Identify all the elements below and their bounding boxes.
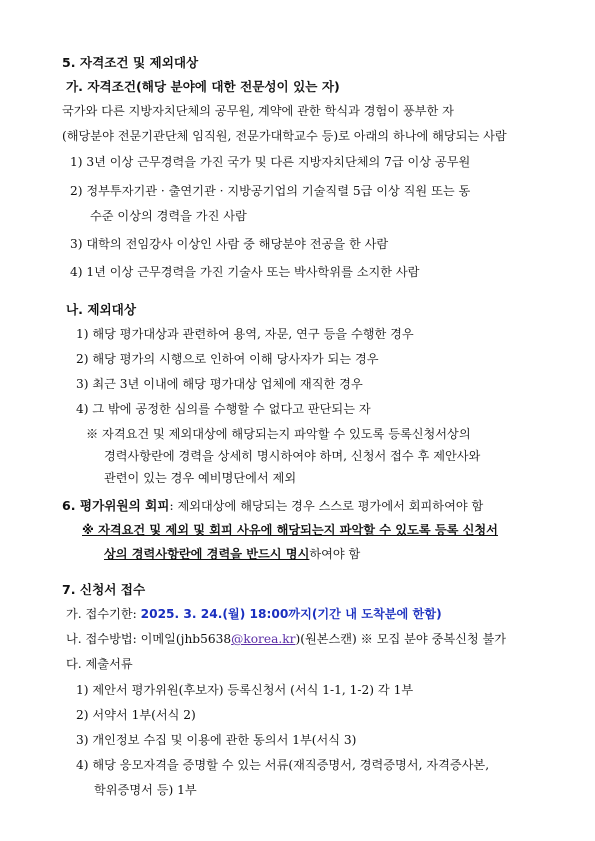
section-6-note-tail: 하여야 함: [309, 547, 361, 561]
document-item-continued: 학위증명서 등) 1부: [94, 783, 197, 797]
submission-method-label: 나. 접수방법: 이메일(jhb5638: [66, 632, 232, 646]
qualification-item: 1) 3년 이상 근무경력을 가진 국가 및 다른 지방자치단체의 7급 이상 공무원: [70, 155, 471, 169]
exclusion-note-line-3: 관련이 있는 경우 예비명단에서 제외: [104, 471, 297, 485]
document-item: 3) 개인정보 수집 및 이용에 관한 동의서 1부(서식 3): [76, 733, 357, 747]
document-item: 2) 서약서 1부(서식 2): [76, 708, 196, 722]
qualification-item: 4) 1년 이상 근무경력을 가진 기술사 또는 박사학위를 소지한 사람: [70, 265, 420, 279]
exclusion-note-line-1: ※ 자격요건 및 제외대상에 해당되는지 파악할 수 있도록 등록신청서상의: [86, 427, 471, 441]
qualification-item: 2) 정부투자기관 · 출연기관 · 지방공기업의 기술직렬 5급 이상 직원 또는 동: [70, 184, 471, 198]
qualification-item: 3) 대학의 전임강사 이상인 사람 중 해당분야 전공을 한 사람: [70, 237, 389, 251]
subsection-ga-title: 가. 자격조건(해당 분야에 대한 전문성이 있는 자): [66, 79, 340, 94]
deadline-label: 가. 접수기한:: [66, 607, 141, 621]
qualification-item-continued: 수준 이상의 경력을 가진 사람: [90, 209, 247, 223]
deadline-value: 2025. 3. 24.(월) 18:00까지(기간 내 도착분에 한함): [140, 607, 442, 621]
section-6-note-emphasis: 상의 경력사항란에 경력을 반드시 명시: [104, 547, 310, 561]
deadline-line: [66, 606, 442, 622]
exclusion-item: 1) 해당 평가대상과 관련하여 용역, 자문, 연구 등을 수행한 경우: [76, 327, 414, 341]
section-6-text: : 제외대상에 해당되는 경우 스스로 평가에서 회피하여야 함: [169, 499, 484, 513]
section-6-title: 6. 평가위원의 회피: [62, 498, 170, 513]
section-6-note-line-2: [104, 546, 360, 562]
document-item: 4) 해당 응모자격을 증명할 수 있는 서류(재직증명서, 경력증명서, 자격증사본,: [76, 758, 490, 772]
qualification-paragraph-line-2: (해당분야 전문기관단체 임직원, 전문가대학교수 등)로 아래의 하나에 해당되는 사람: [62, 129, 507, 143]
qualification-paragraph-line-1: 국가와 다른 지방자치단체의 공무원, 계약에 관한 학식과 경험이 풍부한 자: [62, 104, 454, 118]
documents-title: 다. 제출서류: [66, 657, 133, 671]
exclusion-item: 2) 해당 평가의 시행으로 인하여 이해 당사자가 되는 경우: [76, 352, 379, 366]
submission-method-rest: )(원본스캔) ※ 모집 분야 중복신청 불가: [295, 632, 507, 646]
document-item: 1) 제안서 평가위원(후보자) 등록신청서 (서식 1-1, 1-2) 각 1부: [76, 683, 414, 697]
exclusion-note-line-2: 경력사항란에 경력을 상세히 명시하여야 하며, 신청서 접수 후 제안사와: [104, 449, 481, 463]
section-7-title: 7. 신청서 접수: [62, 582, 146, 597]
email-link[interactable]: @korea.kr: [231, 632, 296, 646]
submission-method-line: [66, 631, 506, 647]
subsection-na-title: 나. 제외대상: [66, 302, 136, 317]
exclusion-item: 3) 최근 3년 이내에 해당 평가대상 업체에 재직한 경우: [76, 377, 363, 391]
exclusion-item: 4) 그 밖에 공정한 심의를 수행할 수 없다고 판단되는 자: [76, 402, 371, 416]
section-6-note-line-1: ※ 자격요건 및 제외 및 회피 사유에 해당되는지 파악할 수 있도록 등록 신청서: [82, 523, 498, 537]
section-6-line: [62, 498, 483, 514]
section-5-title: 5. 자격조건 및 제외대상: [62, 55, 199, 70]
